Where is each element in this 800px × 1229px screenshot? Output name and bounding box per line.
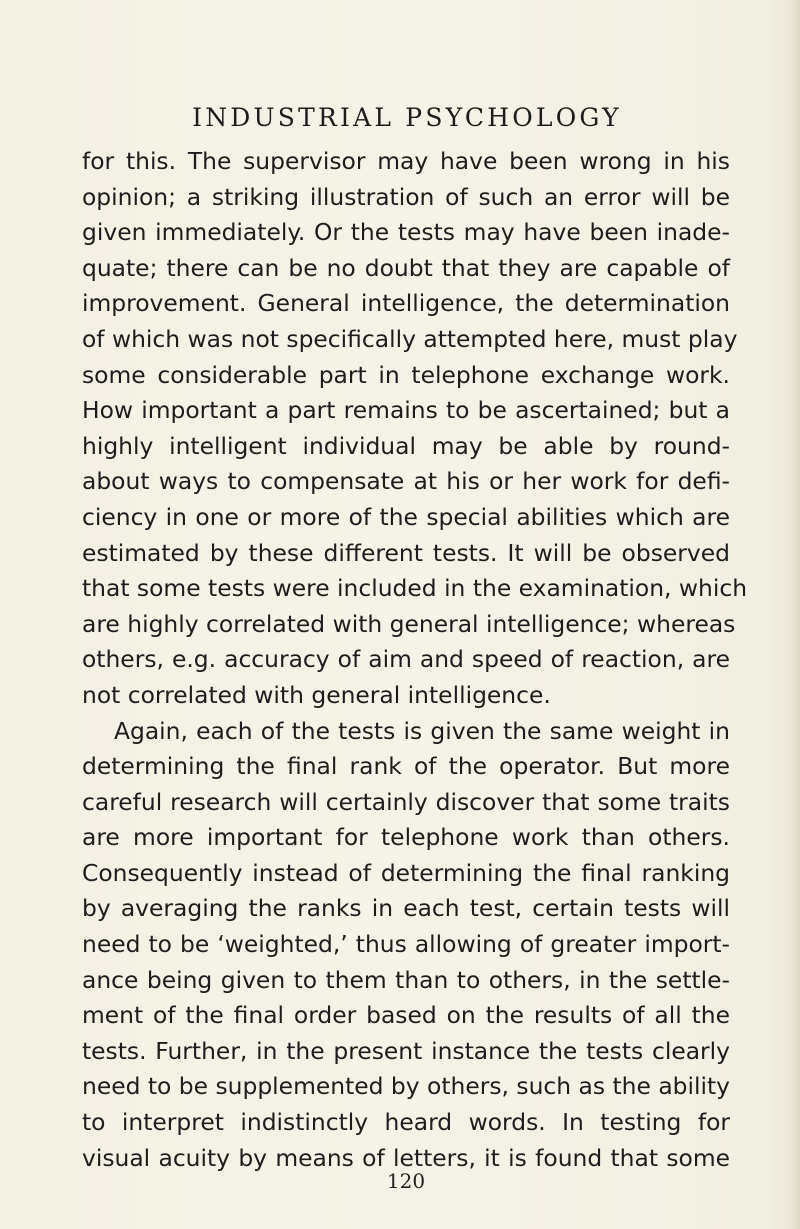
text-line: others, e.g. accuracy of aim and speed of reaction, are [82,645,730,674]
text-line: about ways to compensate at his or her work for defi- [82,467,730,496]
text-line: estimated by these different tests. It will be observed [82,538,730,567]
text-line: are more important for telephone work than others. [82,823,730,852]
text-line: How important a part remains to be ascertained; but a [82,396,730,425]
text-line: to interpret indistinctly heard words. In testing for [82,1108,730,1137]
text-line: of which was not specifically attempted here, must play [82,324,738,353]
text-line: need to be supplemented by others, such as the ability [82,1072,731,1101]
text-line: ment of the final order based on the results of all the [82,1001,730,1030]
text-line: ciency in one or more of the special abilities which are [82,502,730,531]
text-line: careful research will certainly discover that some traits [82,787,730,816]
text-line: for this. The supervisor may have been wrong in his [82,147,730,175]
text-line-paragraph-start: Again, each of the tests is given the same weight in [114,716,730,745]
page-edge-shadow [790,0,800,1229]
text-line: visual acuity by means of letters, it is found that some [82,1143,730,1172]
text-line: ance being given to them than to others, in the settle- [82,965,730,994]
text-line: tests. Further, in the present instance the tests clearly [82,1036,730,1065]
body-text [82,144,748,1176]
text-line: highly intelligent individual may be able by round- [82,431,730,460]
text-line: need to be ‘weighted,’ thus allowing of greater import- [82,930,730,959]
text-line: some considerable part in telephone exchange work. [82,360,730,389]
text-line: opinion; a striking illustration of such an error will be [82,182,730,211]
text-line: improvement. General intelligence, the determination [82,289,730,318]
text-line: quate; there can be no doubt that they are capable of [82,253,730,282]
text-line-paragraph-end: not correlated with general intelligence. [82,680,551,709]
text-line: are highly correlated with general intelligence; whereas [82,609,736,638]
text-line: given immediately. Or the tests may have been inade- [82,218,730,247]
page-number: 120 [386,1169,426,1193]
running-head: INDUSTRIAL PSYCHOLOGY [192,103,622,132]
text-line: determining the final rank of the operator. But more [82,752,730,781]
text-line: that some tests were included in the examination, which [82,574,748,603]
text-line: Consequently instead of determining the final ranking [82,858,730,887]
text-line: by averaging the ranks in each test, certain tests will [82,894,730,923]
